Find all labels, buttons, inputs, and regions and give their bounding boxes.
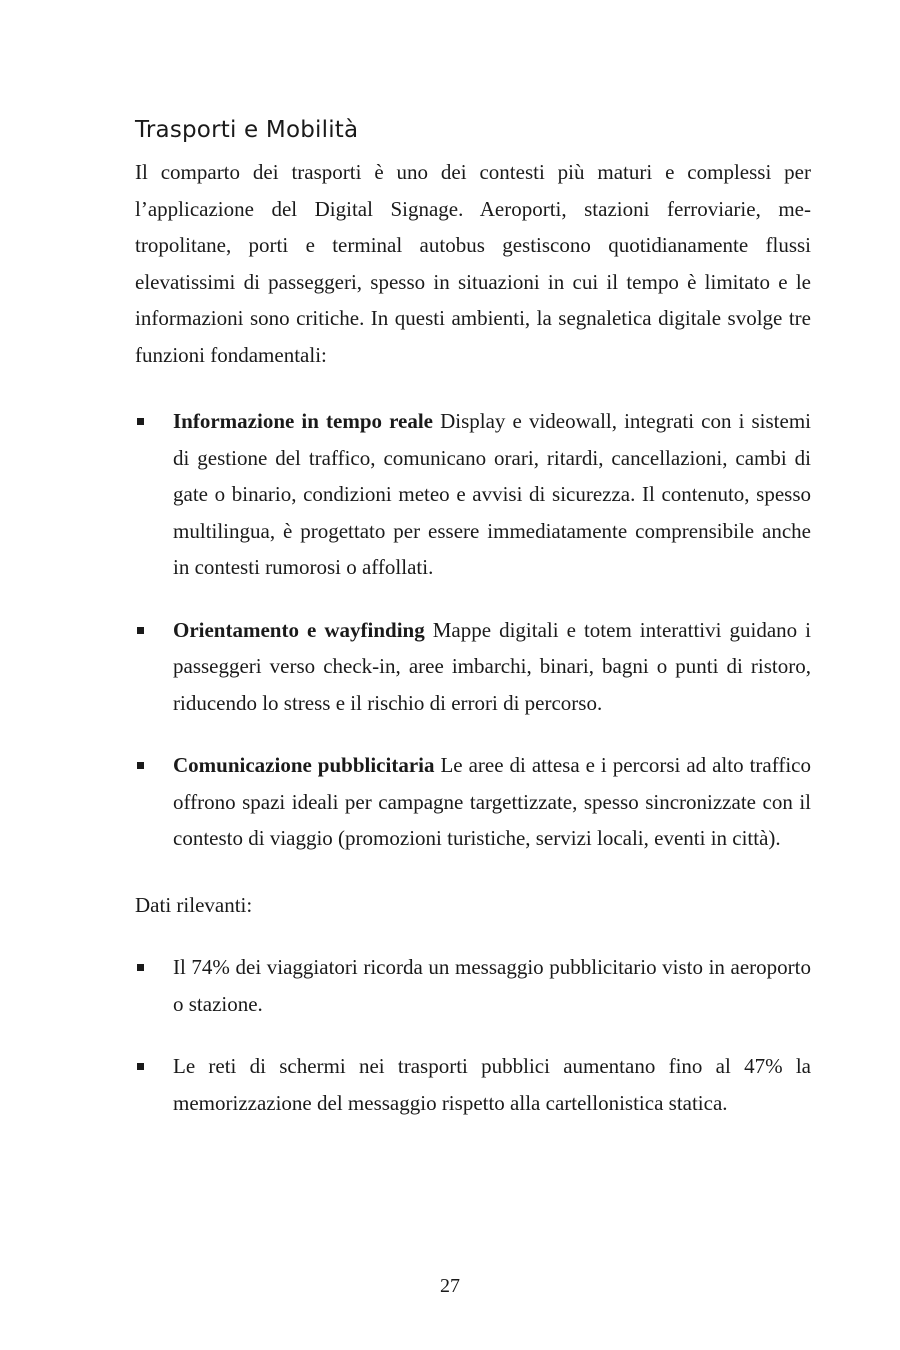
bullet-term: Informazione in tempo reale (173, 409, 434, 433)
list-item (135, 612, 811, 722)
square-bullet-icon (137, 964, 144, 971)
page-number: 27 (440, 1275, 460, 1297)
list-item (135, 949, 811, 1022)
bullet-text: Mappe digitali e totem interattivi guidano i passeggeri verso check-in, aree imbarchi, binari, bagni o punti di ristoro, riducendo lo stress e il rischio di errori di percorso. (173, 617, 811, 715)
bullet-term: Comunicazione pubblicitaria (173, 753, 435, 777)
bullet-text: Display e videowall, integrati con i sistemi di gestione del traffico, comunicano orari, ritardi, cancellazioni, cambi di gate o binario, condizioni meteo e avvisi di sicurezza. Il contenuto, spesso multilingua, è progettato per essere immediatamente comprensibile anche in contesti rumorosi o affollati. (173, 409, 812, 579)
list-item (135, 1048, 811, 1121)
section-title: Trasporti e Mobilità (135, 117, 359, 143)
functions-list (135, 403, 811, 857)
data-intro: Dati rilevanti: (135, 892, 253, 917)
intro-paragraph: Il comparto dei trasporti è uno dei contesti più maturi e complessi per l’applicazione del Digital Signage. Aeroporti, stazioni ferroviarie, metropolitane, porti e terminal autobus gestiscono quotidianamente flussi elevatissimi di passeggeri, spesso in situazioni in cui il tempo è limitato e le informazioni sono critiche. In questi ambienti, la segnaletica digitale svolge tre funzioni fondamentali: (135, 160, 811, 367)
bullet-text: Le aree di attesa e i percorsi ad alto traffico offrono spazi ideali per campagne targettizzate, spesso sincronizzate con il contesto di viaggio (promozioni turistiche, servizi locali, eventi in città). (173, 753, 811, 850)
square-bullet-icon (137, 1063, 144, 1070)
list-item (135, 403, 811, 586)
square-bullet-icon (137, 762, 144, 769)
bullet-term: Orientamento e wayfinding (173, 617, 425, 642)
fact-text: Le reti di schermi nei trasporti pubblici aumentano fino al 47% la memorizzazione del messaggio rispetto alla cartellonistica statica. (173, 1054, 811, 1115)
square-bullet-icon (137, 418, 144, 425)
square-bullet-icon (137, 627, 144, 634)
facts-list (135, 949, 811, 1121)
list-item (135, 747, 811, 857)
fact-text: Il 74% dei viaggiatori ricorda un messaggio pubblicitario visto in aeroporto o stazione. (173, 955, 811, 1016)
page-content (135, 112, 811, 1121)
